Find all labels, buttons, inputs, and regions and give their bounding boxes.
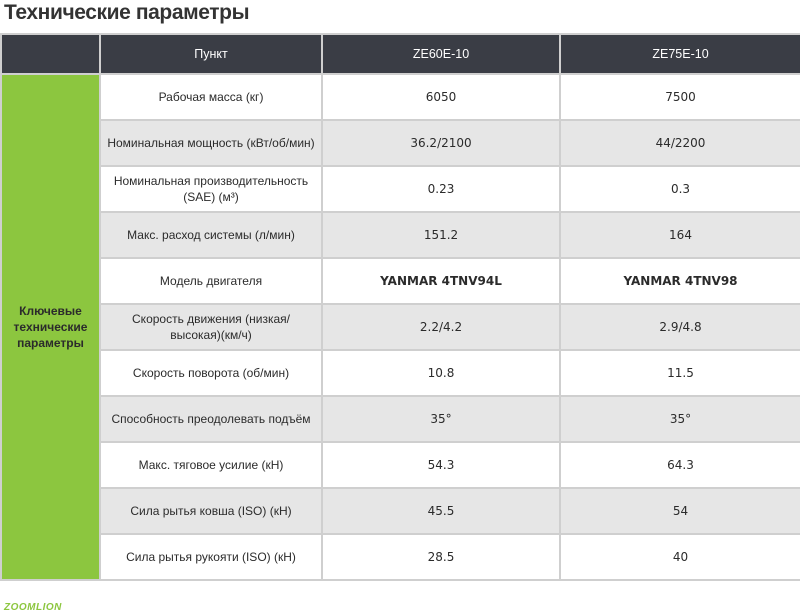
header-corner-cell (1, 34, 100, 74)
value-model-1: YANMAR 4TNV94L (322, 258, 560, 304)
value-model-2: 11.5 (560, 350, 800, 396)
value-model-1: 54.3 (322, 442, 560, 488)
table-header-row (1, 34, 800, 74)
value-model-1: 36.2/2100 (322, 120, 560, 166)
table-row (1, 488, 800, 534)
header-model-1: ZE60E-10 (322, 34, 560, 74)
param-name: Скорость движения (низкая/высокая)(км/ч) (100, 304, 322, 350)
param-name: Макс. расход системы (л/мин) (100, 212, 322, 258)
param-name: Номинальная производительность (SAE) (м³) (100, 166, 322, 212)
zoomlion-logo: ZOOMLION (4, 602, 62, 613)
value-model-2: 0.3 (560, 166, 800, 212)
value-model-1: 10.8 (322, 350, 560, 396)
spec-table (0, 33, 800, 581)
value-model-2: 35° (560, 396, 800, 442)
page-title: Технические параметры (4, 1, 250, 24)
param-name: Модель двигателя (100, 258, 322, 304)
param-name: Макс. тяговое усилие (кН) (100, 442, 322, 488)
group-label: Ключевые технические параметры (1, 74, 100, 580)
table-row (1, 166, 800, 212)
value-model-2: 44/2200 (560, 120, 800, 166)
table-row (1, 442, 800, 488)
value-model-1: 0.23 (322, 166, 560, 212)
table-row (1, 304, 800, 350)
value-model-1: 6050 (322, 74, 560, 120)
table-row (1, 212, 800, 258)
value-model-2: 40 (560, 534, 800, 580)
table-row (1, 534, 800, 580)
value-model-2: 164 (560, 212, 800, 258)
value-model-1: 151.2 (322, 212, 560, 258)
param-name: Номинальная мощность (кВт/об/мин) (100, 120, 322, 166)
table-row (1, 258, 800, 304)
value-model-1: 45.5 (322, 488, 560, 534)
value-model-2: YANMAR 4TNV98 (560, 258, 800, 304)
value-model-2: 64.3 (560, 442, 800, 488)
param-name: Сила рытья рукояти (ISO) (кН) (100, 534, 322, 580)
value-model-2: 7500 (560, 74, 800, 120)
header-item: Пункт (100, 34, 322, 74)
value-model-2: 2.9/4.8 (560, 304, 800, 350)
param-name: Способность преодолевать подъём (100, 396, 322, 442)
table-row (1, 120, 800, 166)
value-model-1: 35° (322, 396, 560, 442)
value-model-2: 54 (560, 488, 800, 534)
table-row (1, 350, 800, 396)
value-model-1: 28.5 (322, 534, 560, 580)
value-model-1: 2.2/4.2 (322, 304, 560, 350)
header-model-2: ZE75E-10 (560, 34, 800, 74)
table-row (1, 396, 800, 442)
param-name: Скорость поворота (об/мин) (100, 350, 322, 396)
table-row (1, 74, 800, 120)
param-name: Сила рытья ковша (ISO) (кН) (100, 488, 322, 534)
param-name: Рабочая масса (кг) (100, 74, 322, 120)
